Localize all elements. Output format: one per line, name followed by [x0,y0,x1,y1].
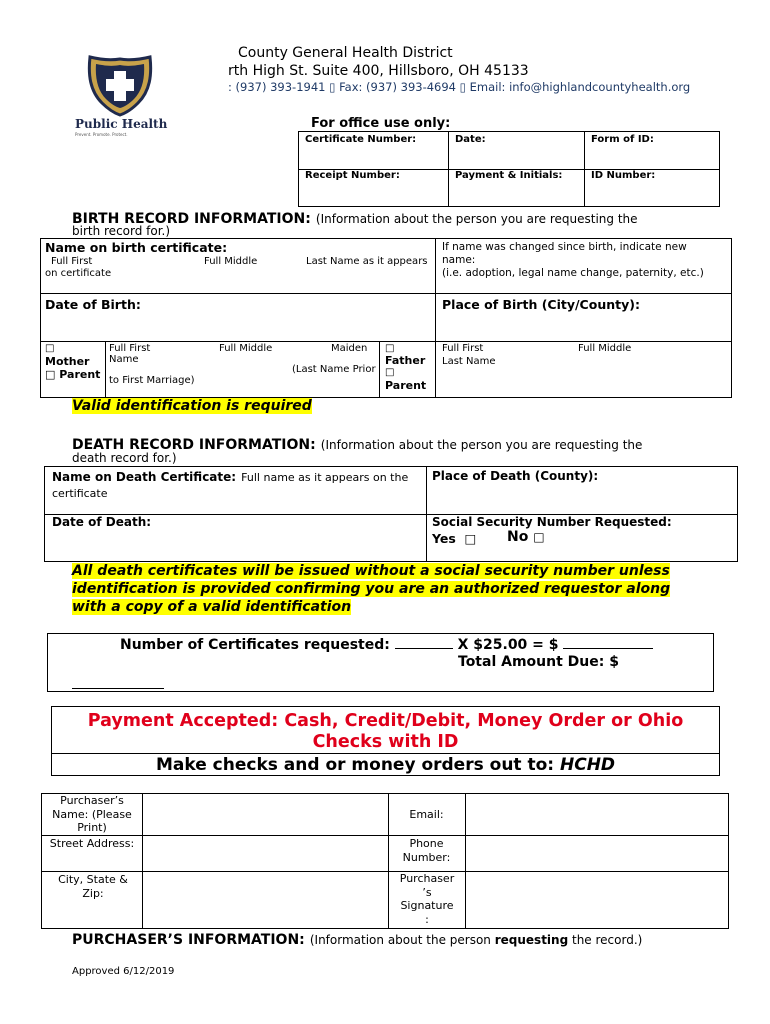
valid-id-notice: Valid identification is required [72,398,312,414]
mother-full-middle: Full Middle [219,343,273,354]
mother-name: Name [109,354,139,365]
birth-name-label: Name on birth certificate: [45,240,228,255]
logo [72,55,168,140]
office-use-box [298,131,720,207]
father-last-name: Last Name [442,356,496,367]
father-checkbox[interactable]: □ [385,343,395,354]
cert-subtotal-blank[interactable] [563,636,653,649]
pob-label: Place of Birth (City/County): [442,297,640,312]
office-title: For office use only: [311,116,451,131]
mother-checkbox[interactable]: □ [45,343,55,354]
purchaser-table [41,793,729,929]
mother-first-marriage: to First Marriage) [109,375,195,386]
payment-initials-label: Payment & Initials: [455,170,563,181]
ssn-yes-checkbox[interactable]: □ [464,531,477,546]
street-field[interactable] [144,837,386,869]
total-due-label: Total Amount Due: $ [458,654,619,670]
ssn-label: Social Security Number Requested: [432,515,672,529]
mother-parent-label: □ Parent [45,368,101,381]
date-label: Date: [455,134,486,145]
shield-cross-icon [72,55,168,117]
phone-field[interactable] [467,837,725,869]
signature-field[interactable] [467,873,725,925]
mother-maiden: Maiden [331,343,368,354]
form-of-id-label: Form of ID: [591,134,654,145]
checks-payable: Make checks and or money orders out to: HCHD [155,755,616,775]
birth-full-middle: Full Middle [204,256,258,267]
approved-date: Approved 6/12/2019 [72,966,175,977]
death-heading: DEATH RECORD INFORMATION: (Information about the person you are requesting the [72,437,643,453]
birth-on-certificate: on certificate [45,268,112,279]
signature-label: Purchaser ’s Signature : [399,872,455,926]
father-full-first: Full First [442,343,484,354]
email-field[interactable] [467,795,725,833]
birth-record-table [40,238,732,398]
death-name-label: Name on Death Certificate: Full name as it appears on the certificate [52,470,409,500]
mother-last-name-prior: (Last Name Prior [292,364,376,375]
header-line3: : (937) 393-1941 ▯ Fax: (937) 393-4694 ▯ Email: info@highlandcountyhealth.org [228,80,691,94]
cert-number-label: Certificate Number: [305,134,417,145]
birth-heading-note: birth record for.) [72,224,171,238]
phone-label: Phone Number: [402,837,451,864]
ssn-no-checkbox[interactable]: □ [533,530,545,544]
purchaser-name-label: Purchaser’s Name: (Please Print) [52,794,132,834]
father-parent-label: Parent [385,379,427,392]
birth-name-changed: If name was changed since birth, indicate new name: (i.e. adoption, legal name change, paternity, etc.) [442,241,704,279]
certificates-box [47,633,714,692]
email-label: Email: [409,808,444,821]
cert-count-blank[interactable] [395,636,453,649]
logo-text: Public Health [75,117,168,131]
header-line1: County General Health District [238,45,453,61]
father-full-middle: Full Middle [578,343,632,354]
total-due-blank[interactable] [72,676,164,689]
mother-full-first: Full First [109,343,151,354]
birth-full-first: Full First [51,256,93,267]
dob-label: Date of Birth: [45,297,141,312]
father-label: Father [385,354,426,367]
purchaser-heading: PURCHASER’S INFORMATION: (Information about the person requesting the record.) [72,932,643,948]
father-parent-checkbox[interactable]: □ [385,367,395,378]
death-record-table [44,466,738,562]
birth-last-name: Last Name as it appears [306,256,428,267]
mother-parent-checkbox[interactable]: □ [45,368,56,381]
id-number-label: ID Number: [591,170,656,181]
payment-box [51,706,720,776]
street-label: Street Address: [49,837,135,850]
ssn-yes[interactable]: Yes □ [432,531,477,546]
logo-tagline: Prevent. Promote. Protect. [75,132,128,137]
death-place-label: Place of Death (County): [432,469,599,483]
birth-heading: BIRTH RECORD INFORMATION: (Information about the person you are requesting the [72,211,638,227]
death-notice: All death certificates will be issued without a social security number unless identification is provided confirming you are an authorized requestor along with a copy of a valid identification [72,563,671,615]
death-date-label: Date of Death: [52,515,152,529]
payment-accepted: Payment Accepted: Cash, Credit/Debit, Money Order or Ohio Checks with ID [87,711,684,752]
city-field[interactable] [144,873,386,925]
purchaser-name-field[interactable] [144,795,386,833]
city-label: City, State & Zip: [58,873,128,900]
death-heading-note: death record for.) [72,451,177,465]
header-line2: rth High St. Suite 400, Hillsboro, OH 45133 [228,63,529,79]
cert-count-line: Number of Certificates requested: X $25.00 = $ [120,636,653,653]
ssn-no[interactable]: No □ [507,529,545,545]
receipt-number-label: Receipt Number: [305,170,400,181]
mother-label: Mother [45,355,90,368]
